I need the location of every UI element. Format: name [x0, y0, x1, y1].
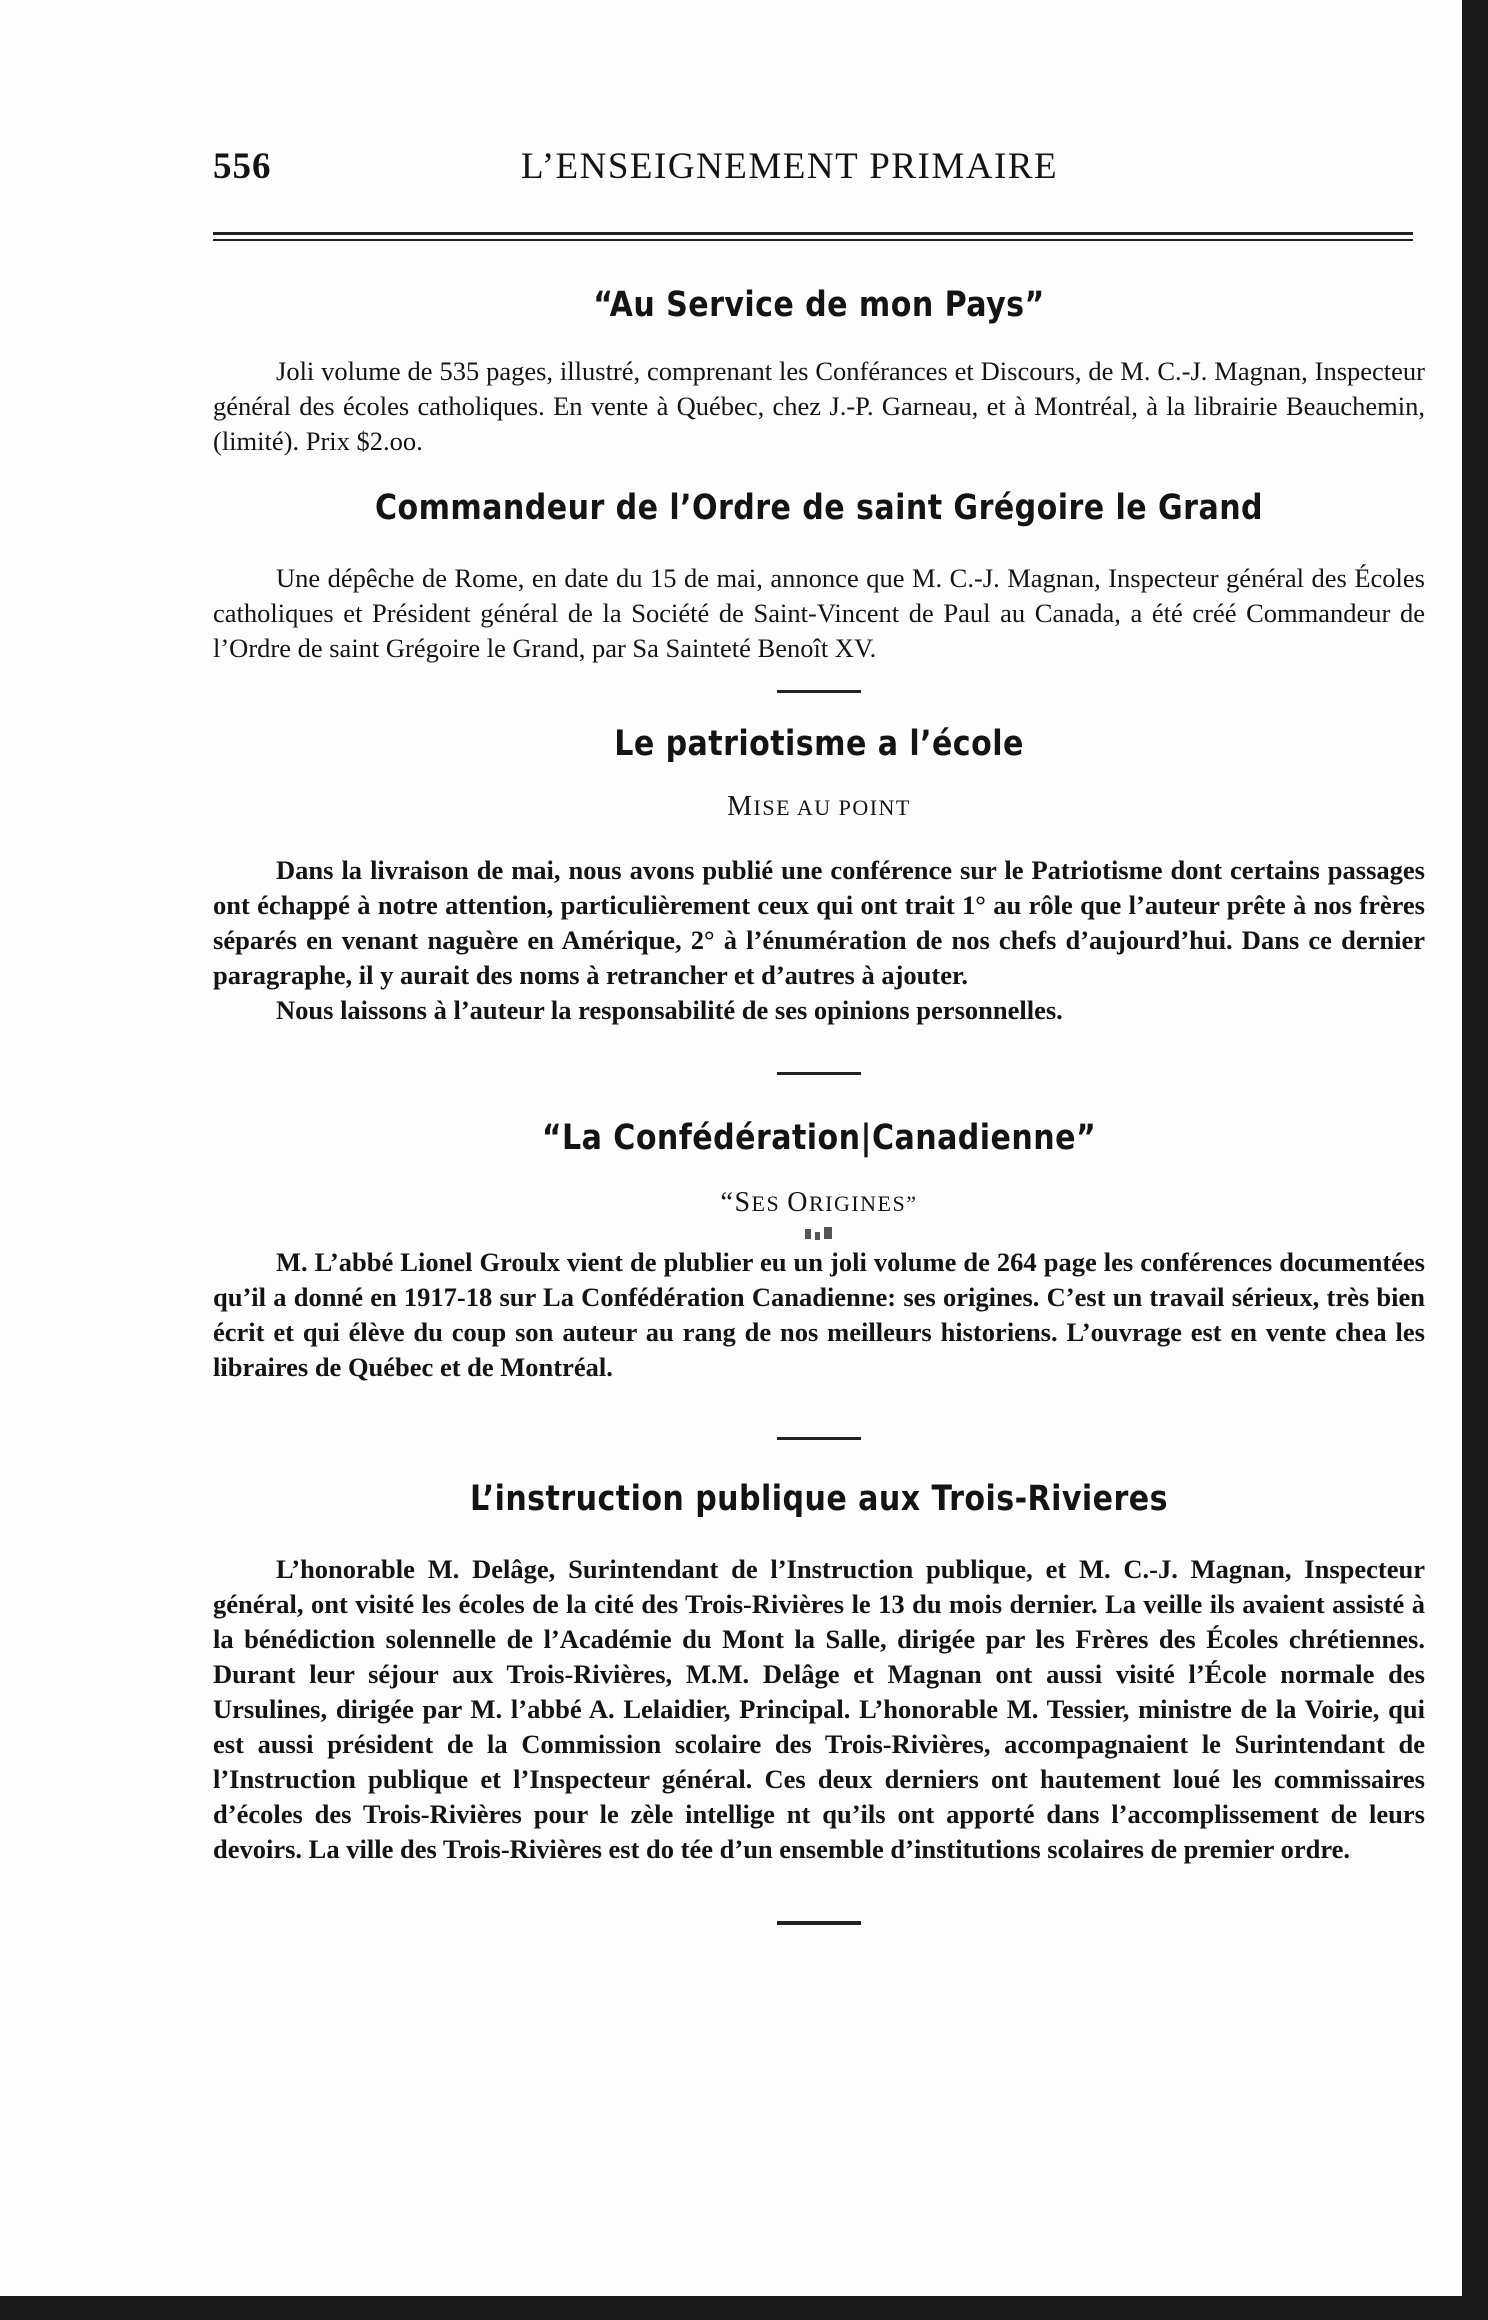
ink-speck: [799, 1223, 839, 1245]
section-paragraph: Joli volume de 535 pages, illustré, comprenant les Conférances et Discours, de M. C.-J. Magnan, Inspecteur général des écoles catholiques. En vente à Québec, chez J.-P. Garneau, et à Montréal, à la librairie Beauchemin, (limité). Prix $2.oo.: [213, 356, 1425, 456]
section-title-confederation: “La Confédération|Canadienne”: [541, 1118, 1097, 1158]
section-divider: [777, 1072, 861, 1075]
running-head: [213, 145, 1413, 195]
section-paragraph: M. L’abbé Lionel Groulx vient de plublier eu un joli volume de 264 page les conférences documentées qu’il a donné en 1917-18 sur La Confédération Canadienne: ses origines. C’est un travail sérieux, très bien écrit et qui élève du coup son auteur au rang de nos meilleurs historiens. L’ouvrage est en vente chea les libraires de Québec et de Montréal.: [213, 1247, 1425, 1382]
section-title-au-service: “Au Service de mon Pays”: [593, 285, 1045, 325]
section-subtitle-mise-au-point: MISE AU POINT: [727, 791, 911, 822]
section-paragraph: Dans la livraison de mai, nous avons publié une conférence sur le Patriotisme dont certains passages ont échappé à notre attention, particulièrement ceux qui ont trait 1° au rôle que l’auteur prête à nos frères séparés en venant naguère en Amérique, 2° à l’énumération de nos chefs d’aujourd’hui. Dans ce dernier paragraphe, il y aurait des noms à retrancher et d’autres à ajouter.: [213, 855, 1425, 990]
header-double-rule: [213, 232, 1413, 242]
section-paragraph: Nous laissons à l’auteur la responsabilité de ses opinions personnelles.: [276, 995, 1063, 1025]
section-title-commandeur: Commandeur de l’Ordre de saint Grégoire le Grand: [374, 488, 1264, 528]
section-paragraph: Une dépêche de Rome, en date du 15 de mai, annonce que M. C.-J. Magnan, Inspecteur général des Écoles catholiques et Président général de la Société de Saint-Vincent de Paul au Canada, a été créé Commandeur de l’Ordre de saint Grégoire le Grand, par Sa Sainteté Benoît XV.: [213, 563, 1425, 663]
section-divider: [777, 690, 861, 693]
section-subtitle-ses-origines: “SES ORIGINES”: [720, 1187, 918, 1218]
scan-border-bottom: [0, 2296, 1488, 2320]
scan-border-right: [1462, 0, 1488, 2320]
journal-title: L’ENSEIGNEMENT PRIMAIRE: [521, 146, 1059, 187]
section-title-instruction-publique: L’instruction publique aux Trois-Rivieres: [470, 1479, 1168, 1519]
section-divider: [777, 1437, 861, 1440]
section-divider: [777, 1921, 861, 1925]
section-title-patriotisme: Le patriotisme a l’école: [614, 724, 1024, 764]
section-paragraph: L’honorable M. Delâge, Surintendant de l’Instruction publique, et M. C.-J. Magnan, Inspecteur général, ont visité les écoles de la cité des Trois-Rivières le 13 du mois dernier. La veille ils avaient assisté à la bénédiction solennelle de l’Académie du Mont la Salle, dirigée par les Frères des Écoles chrétiennes. Durant leur séjour aux Trois-Rivières, M.M. Delâge et Magnan ont aussi visité l’École normale des Ursulines, dirigée par M. l’abbé A. Lelaidier, Principal. L’honorable M. Tessier, ministre de la Voirie, qui est aussi président de la Commission scolaire des Trois-Rivières, accompagnaient le Surintendant de l’Instruction publique et l’Inspecteur général. Ces deux derniers ont hautement loué les commissaires d’écoles des Trois-Rivières pour le zèle intellige nt qu’ils ont apporté dans l’accomplissement de leurs devoirs. La ville des Trois-Rivières est do tée d’un ensemble d’institutions scolaires de premier ordre.: [213, 1554, 1425, 1864]
article-content: [213, 270, 1425, 1925]
page-number: 556: [213, 146, 272, 187]
